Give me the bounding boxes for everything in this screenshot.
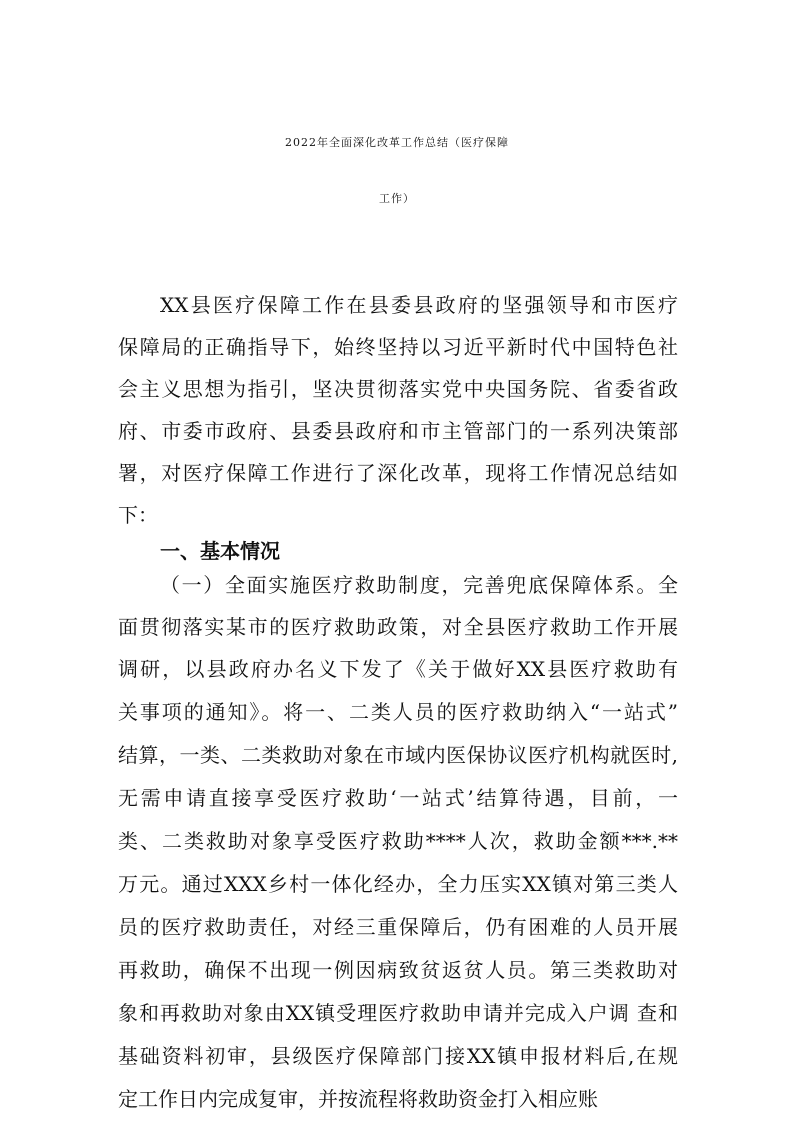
paragraph-2-line-13: 定工作日内完成复审，并按流程将救助资金打入相应账 [118,1087,598,1111]
paragraph-2-line-10: 再救助，确保不出现一例因病致贫返贫人员。第三类救助对 [118,958,678,982]
paragraph-1-line-4: 府、市委市政府、县委县政府和市主管部门的一系列决策部 [118,419,678,443]
paragraph-1-line-1: XX县医疗保障工作在县委县政府的坚强领导和市医疗 [160,293,678,317]
paragraph-2-line-9: 员的医疗救助责任，对经三重保障后，仍有困难的人员开展 [118,915,678,939]
paragraph-2-line-4: 关事项的通知》。将一、二类人员的医疗救助纳入“一站式” [118,700,678,724]
document-title-line-1: 2022年全面深化改革工作总结（医疗保障 [285,136,509,149]
paragraph-1-line-3: 会主义思想为指引，坚决贯彻落实党中央国务院、省委省政 [118,377,678,401]
paragraph-2-line-5: 结算，一类、二类救助对象在市域内医保协议医疗机构就医时, [118,743,678,767]
paragraph-2-line-12: 基础资料初审，县级医疗保障部门接XX镇申报材料后,在规 [118,1044,678,1068]
paragraph-1-line-2: 保障局的正确指导下，始终坚持以习近平新时代中国特色社 [118,335,678,359]
paragraph-1-line-6: 下： [118,503,158,527]
paragraph-2-line-3: 调研，以县政府办名义下发了《关于做好XX县医疗救助有 [118,657,678,681]
paragraph-1-line-5: 署，对医疗保障工作进行了深化改革，现将工作情况总结如 [118,461,678,485]
paragraph-2-line-6: 无需申请直接享受医疗救助‘一站式’结算待遇，目前，一 [118,786,678,810]
paragraph-2-line-1: （一）全面实施医疗救助制度，完善兜底保障体系。全 [160,573,678,597]
paragraph-2-line-8: 万元。通过XXX乡村一体化经办，全力压实XX镇对第三类人 [118,872,678,896]
paragraph-2-line-7: 类、二类救助对象享受医疗救助****人次，救助金额***.** [118,829,678,853]
paragraph-2-line-11: 象和再救助对象由XX镇受理医疗救助申请并完成入户调 查和 [118,1001,678,1025]
paragraph-2-line-2: 面贯彻落实某市的医疗救助政策，对全县医疗救助工作开展 [118,615,678,639]
document-title-line-2: 工作） [379,192,415,205]
section-heading-basic-situation: 一、基本情况 [160,539,280,563]
